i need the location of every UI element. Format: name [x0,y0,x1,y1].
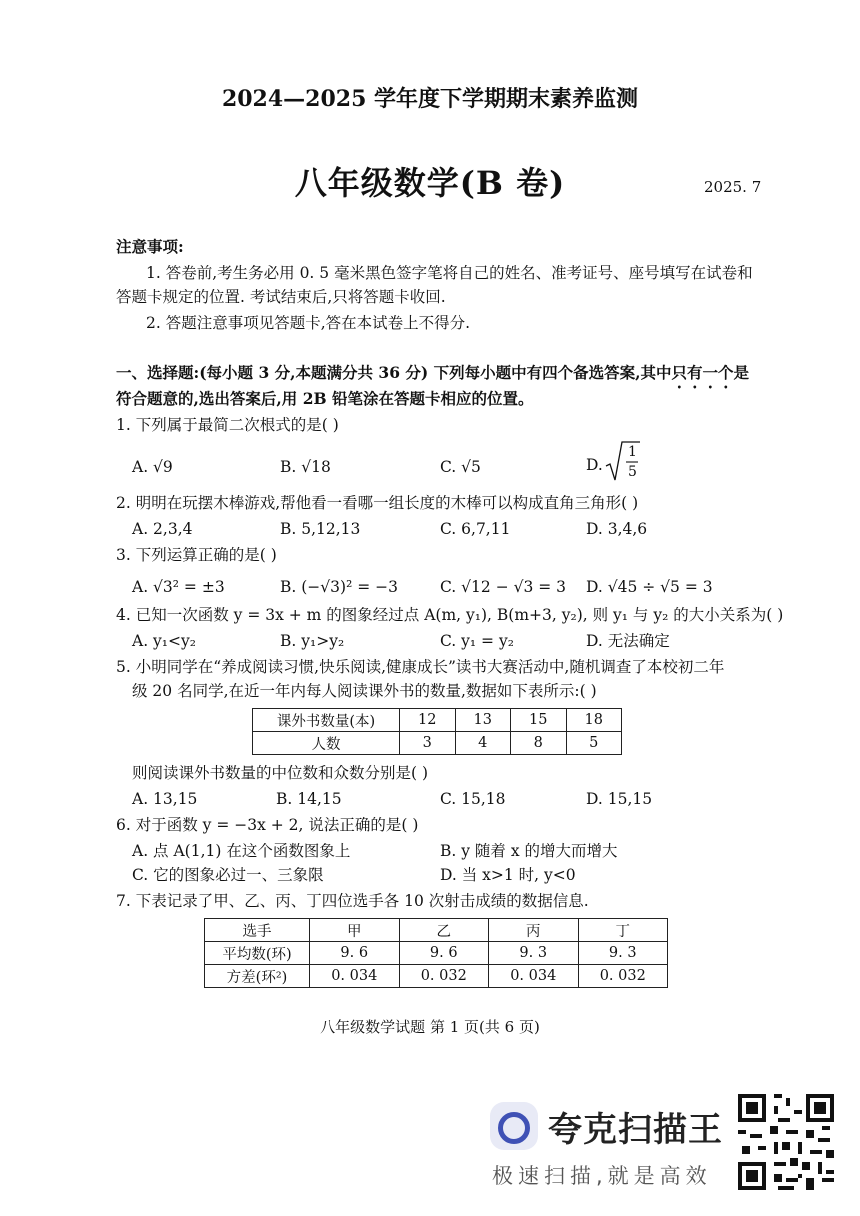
table-cell: 课外书数量(本) [253,709,400,732]
q7-stem: 7. 下表记录了甲、乙、丙、丁四位选手各 10 次射击成绩的数据信息. [116,892,589,910]
table-cell: 0. 032 [578,965,668,988]
exam-subtitle: 八年级数学(B 卷) [294,164,566,202]
table-cell: 8 [511,732,567,755]
table-row [205,942,668,965]
q1-option-d-label: D. [586,456,603,474]
table-cell: 4 [455,732,511,755]
table-cell: 丁 [578,919,668,942]
q5-question: 则阅读课外书数量的中位数和众数分别是( ) [132,764,429,782]
q2-option-c: C. 6,7,11 [440,520,511,538]
q2-option-a: A. 2,3,4 [132,520,193,538]
table-cell: 甲 [310,919,400,942]
q1-option-c: C. √5 [440,458,481,476]
q1-option-d-numerator: 1 [628,444,637,460]
q6-option-a: A. 点 A(1,1) 在这个函数图象上 [132,842,351,860]
table-cell: 13 [455,709,511,732]
q2-option-d: D. 3,4,6 [586,520,648,538]
q7-table [204,918,668,988]
q1-option-a: A. √9 [132,458,173,476]
q5-stem-line2: 级 20 名同学,在近一年内每人阅读课外书的数量,数据如下表所示:( ) [132,682,597,700]
table-cell: 12 [400,709,456,732]
q5-table [252,708,622,755]
table-cell: 方差(环²) [205,965,310,988]
q5-option-c: C. 15,18 [440,790,506,808]
watermark-brand: 夸克扫描王 [548,1110,723,1150]
q5-option-a: A. 13,15 [132,790,198,808]
page-footer: 八年级数学试题 第 1 页(共 6 页) [320,1018,540,1036]
q5-stem-line1: 5. 小明同学在“养成阅读习惯,快乐阅读,健康成长”读书大赛活动中,随机调查了本校初二年 [116,658,725,676]
notice-heading: 注意事项: [116,237,184,256]
q6-option-d: D. 当 x>1 时, y<0 [440,866,576,884]
table-cell: 18 [566,709,622,732]
q2-option-b: B. 5,12,13 [280,520,361,538]
table-cell: 0. 034 [310,965,400,988]
exam-header-title: 2024—2025 学年度下学期期末素养监测 [221,86,639,112]
q1-option-b: B. √18 [280,458,331,476]
q1-stem: 1. 下列属于最简二次根式的是( ) [116,416,339,434]
q6-option-b: B. y 随着 x 的增大而增大 [440,842,618,860]
q3-option-a: A. √3² = ±3 [132,578,225,596]
table-cell: 0. 032 [399,965,489,988]
section1-emphasis: 只有一个 [671,363,734,382]
q3-stem: 3. 下列运算正确的是( ) [116,546,277,564]
notice-item1-line1: 1. 答卷前,考生务必用 0. 5 毫米黑色签字笔将自己的姓名、准考证号、座号填写在试卷和 [146,264,753,282]
table-cell: 人数 [253,732,400,755]
q4-option-a: A. y₁<y₂ [132,632,196,650]
q6-stem: 6. 对于函数 y = −3x + 2, 说法正确的是( ) [116,816,419,834]
table-row [205,965,668,988]
q4-option-c: C. y₁ = y₂ [440,632,514,650]
table-cell: 0. 034 [489,965,579,988]
table-cell: 9. 6 [310,942,400,965]
table-cell: 3 [400,732,456,755]
table-cell: 选手 [205,919,310,942]
table-cell: 丙 [489,919,579,942]
q3-option-d: D. √45 ÷ √5 = 3 [586,578,713,596]
table-row [253,732,622,755]
section1-intro-line2: 符合题意的,选出答案后,用 2B 铅笔涂在答题卡相应的位置。 [116,389,534,408]
q3-option-b: B. (−√3)² = −3 [280,578,398,596]
q4-option-b: B. y₁>y₂ [280,632,345,650]
section1-intro-end: 是 [733,363,750,382]
notice-item2: 2. 答题注意事项见答题卡,答在本试卷上不得分. [146,314,471,332]
table-cell: 9. 3 [489,942,579,965]
q4-stem: 4. 已知一次函数 y = 3x + m 的图象经过点 A(m, y₁), B(m+3, y₂), 则 y₁ 与 y₂ 的大小关系为( ) [116,606,784,624]
quark-logo-icon [490,1102,538,1150]
table-row [253,709,622,732]
section1-intro-text: 一、选择题:(每小题 3 分,本题满分共 36 分) 下列每小题中有四个备选答案,其中 [116,363,672,382]
q3-option-c: C. √12 − √3 = 3 [440,578,567,596]
q6-option-c: C. 它的图象必过一、三象限 [132,866,324,884]
table-row [205,919,668,942]
watermark-slogan: 极速扫描,就是高效 [492,1164,712,1188]
q5-option-b: B. 14,15 [276,790,342,808]
scanner-watermark [490,1100,730,1190]
q4-option-d: D. 无法确定 [586,632,670,650]
table-cell: 9. 6 [399,942,489,965]
notice-item1-line2: 答题卡规定的位置. 考试结束后,只将答题卡收回. [116,288,446,306]
q1-option-d [586,440,656,484]
table-cell: 5 [566,732,622,755]
table-cell: 平均数(环) [205,942,310,965]
table-cell: 9. 3 [578,942,668,965]
qr-code-icon [738,1094,834,1190]
table-cell: 15 [511,709,567,732]
q5-option-d: D. 15,15 [586,790,653,808]
exam-date: 2025. 7 [704,178,762,196]
table-cell: 乙 [399,919,489,942]
q1-option-d-denominator: 5 [628,464,637,480]
q2-stem: 2. 明明在玩摆木棒游戏,帮他看一看哪一组长度的木棒可以构成直角三角形( ) [116,494,639,512]
